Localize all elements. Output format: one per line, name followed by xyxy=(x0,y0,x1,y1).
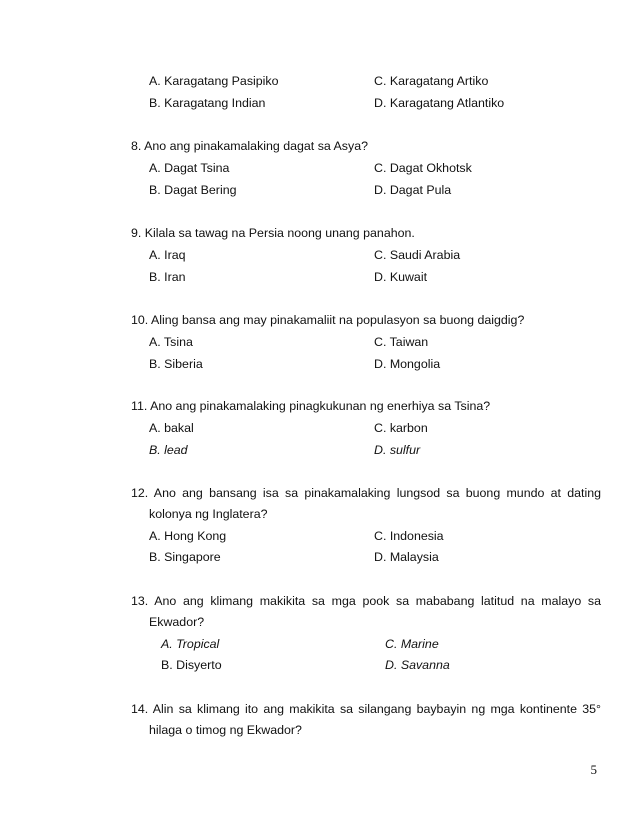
q12-choice-d: D. Malaysia xyxy=(374,550,439,564)
q7-choice-c: C. Karagatang Artiko xyxy=(374,74,489,88)
q9-choice-d: D. Kuwait xyxy=(374,270,428,284)
q8-choice-d: D. Dagat Pula xyxy=(374,183,452,197)
q9-choice-b: B. Iran xyxy=(149,270,186,284)
q8-choice-c: C. Dagat Okhotsk xyxy=(374,161,472,175)
q13-choice-c: C. Marine xyxy=(385,637,439,651)
q12-question-line1: 12. Ano ang bansang isa sa pinakamalaking lungsod sa buong mundo at dating xyxy=(131,486,601,500)
q10-question: 10. Aling bansa ang may pinakamaliit na populasyon sa buong daigdig? xyxy=(131,313,525,327)
q9-question: 9. Kilala sa tawag na Persia noong unang panahon. xyxy=(131,226,415,240)
q8-choice-a: A. Dagat Tsina xyxy=(149,161,230,175)
q10-choice-c: C. Taiwan xyxy=(374,335,429,349)
q13-choice-d: D. Savanna xyxy=(385,658,450,672)
q9-choice-c: C. Saudi Arabia xyxy=(374,248,461,262)
q12-choice-a: A. Hong Kong xyxy=(149,529,227,543)
q12-choice-c: C. Indonesia xyxy=(374,529,444,543)
q11-choice-a: A. bakal xyxy=(149,421,194,435)
q13-choice-b: B. Disyerto xyxy=(161,658,222,672)
q12-question-line2: kolonya ng Inglatera? xyxy=(149,507,268,521)
q7-choice-a: A. Karagatang Pasipiko xyxy=(149,74,279,88)
q14-question-line2: hilaga o timog ng Ekwador? xyxy=(149,723,302,737)
q11-choice-c: C. karbon xyxy=(374,421,428,435)
q7-choice-b: B. Karagatang Indian xyxy=(149,96,266,110)
q10-choice-a: A. Tsina xyxy=(149,335,193,349)
q13-question-line2: Ekwador? xyxy=(149,615,205,629)
q12-choice-b: B. Singapore xyxy=(149,550,221,564)
q8-choice-b: B. Dagat Bering xyxy=(149,183,237,197)
q13-choice-a: A. Tropical xyxy=(161,637,220,651)
q14-question-line1: 14. Alin sa klimang ito ang makikita sa silangang baybayin ng mga kontinente 35° xyxy=(131,702,601,716)
q13-question-line1: 13. Ano ang klimang makikita sa mga pook sa mababang latitud na malayo sa xyxy=(131,594,601,608)
q11-question: 11. Ano ang pinakamalaking pinagkukunan ng enerhiya sa Tsina? xyxy=(131,399,491,413)
q8-question: 8. Ano ang pinakamalaking dagat sa Asya? xyxy=(131,139,368,153)
q9-choice-a: A. Iraq xyxy=(149,248,186,262)
q7-choice-d: D. Karagatang Atlantiko xyxy=(374,96,505,110)
q11-choice-b: B. lead xyxy=(149,443,188,457)
page-number: 5 xyxy=(590,762,597,777)
q10-choice-b: B. Siberia xyxy=(149,357,203,371)
q10-choice-d: D. Mongolia xyxy=(374,357,441,371)
q11-choice-d: D. sulfur xyxy=(374,443,421,457)
